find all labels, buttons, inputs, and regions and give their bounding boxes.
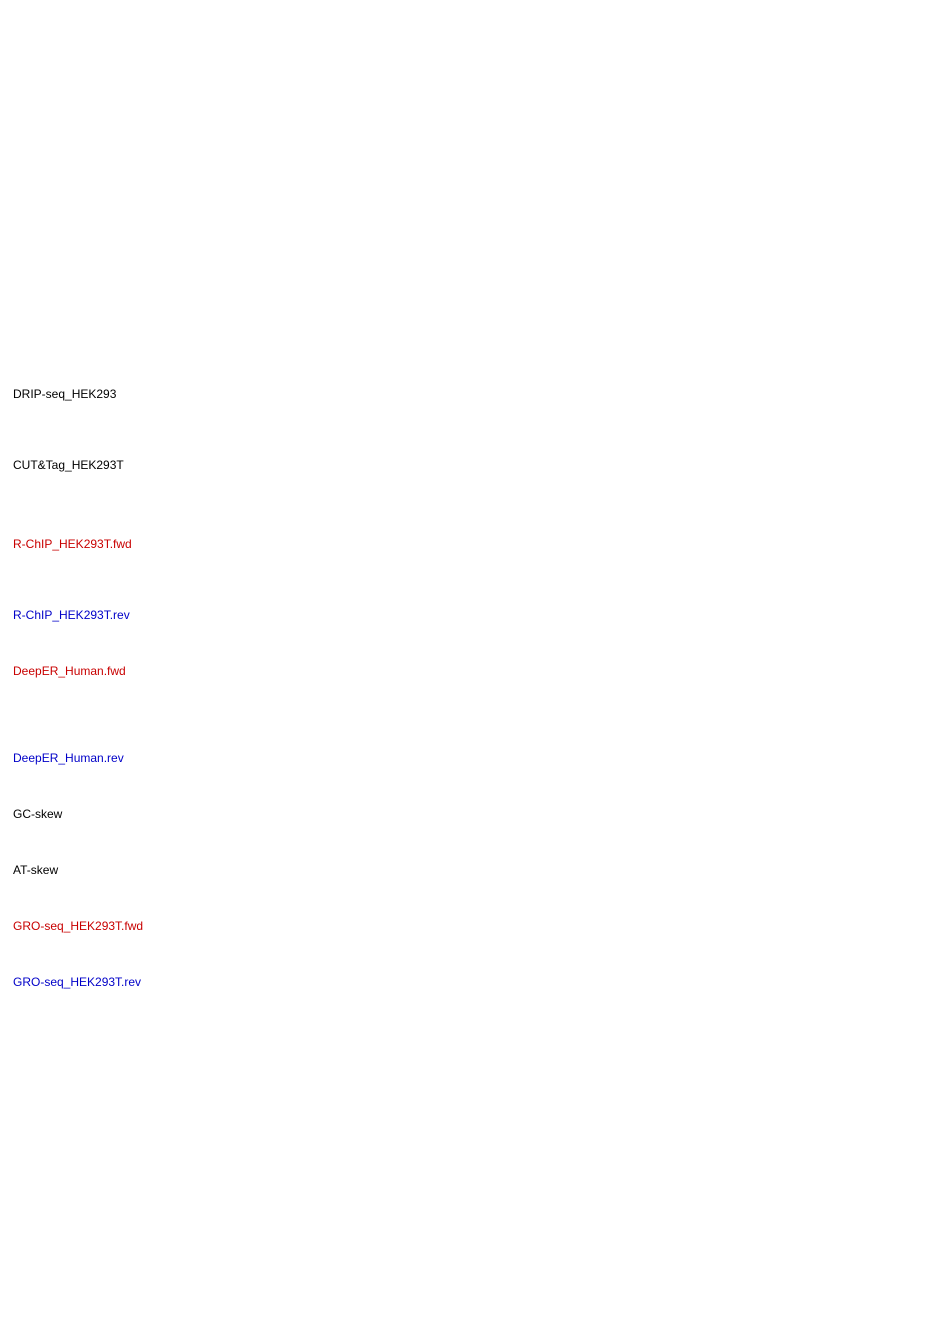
- track-name-gro-seq-rev[interactable]: GRO-seq_HEK293T.rev: [13, 975, 142, 989]
- track-data-area[interactable]: [160, 0, 950, 1321]
- track-name-r-chip-rev[interactable]: R-ChIP_HEK293T.rev: [13, 608, 130, 622]
- track-name-gc-skew[interactable]: GC-skew: [13, 807, 63, 821]
- track-name-deeper-fwd[interactable]: DeepER_Human.fwd: [13, 664, 126, 678]
- track-name-deeper-rev[interactable]: DeepER_Human.rev: [13, 751, 124, 765]
- track-name-at-skew[interactable]: AT-skew: [13, 863, 59, 877]
- track-label-panel: [0, 0, 160, 1321]
- track-name-r-chip-fwd[interactable]: R-ChIP_HEK293T.fwd: [13, 537, 132, 551]
- track-name-drip-seq[interactable]: DRIP-seq_HEK293: [13, 387, 117, 401]
- track-name-cut-tag[interactable]: CUT&Tag_HEK293T: [13, 458, 124, 472]
- track-name-gro-seq-fwd[interactable]: GRO-seq_HEK293T.fwd: [13, 919, 144, 933]
